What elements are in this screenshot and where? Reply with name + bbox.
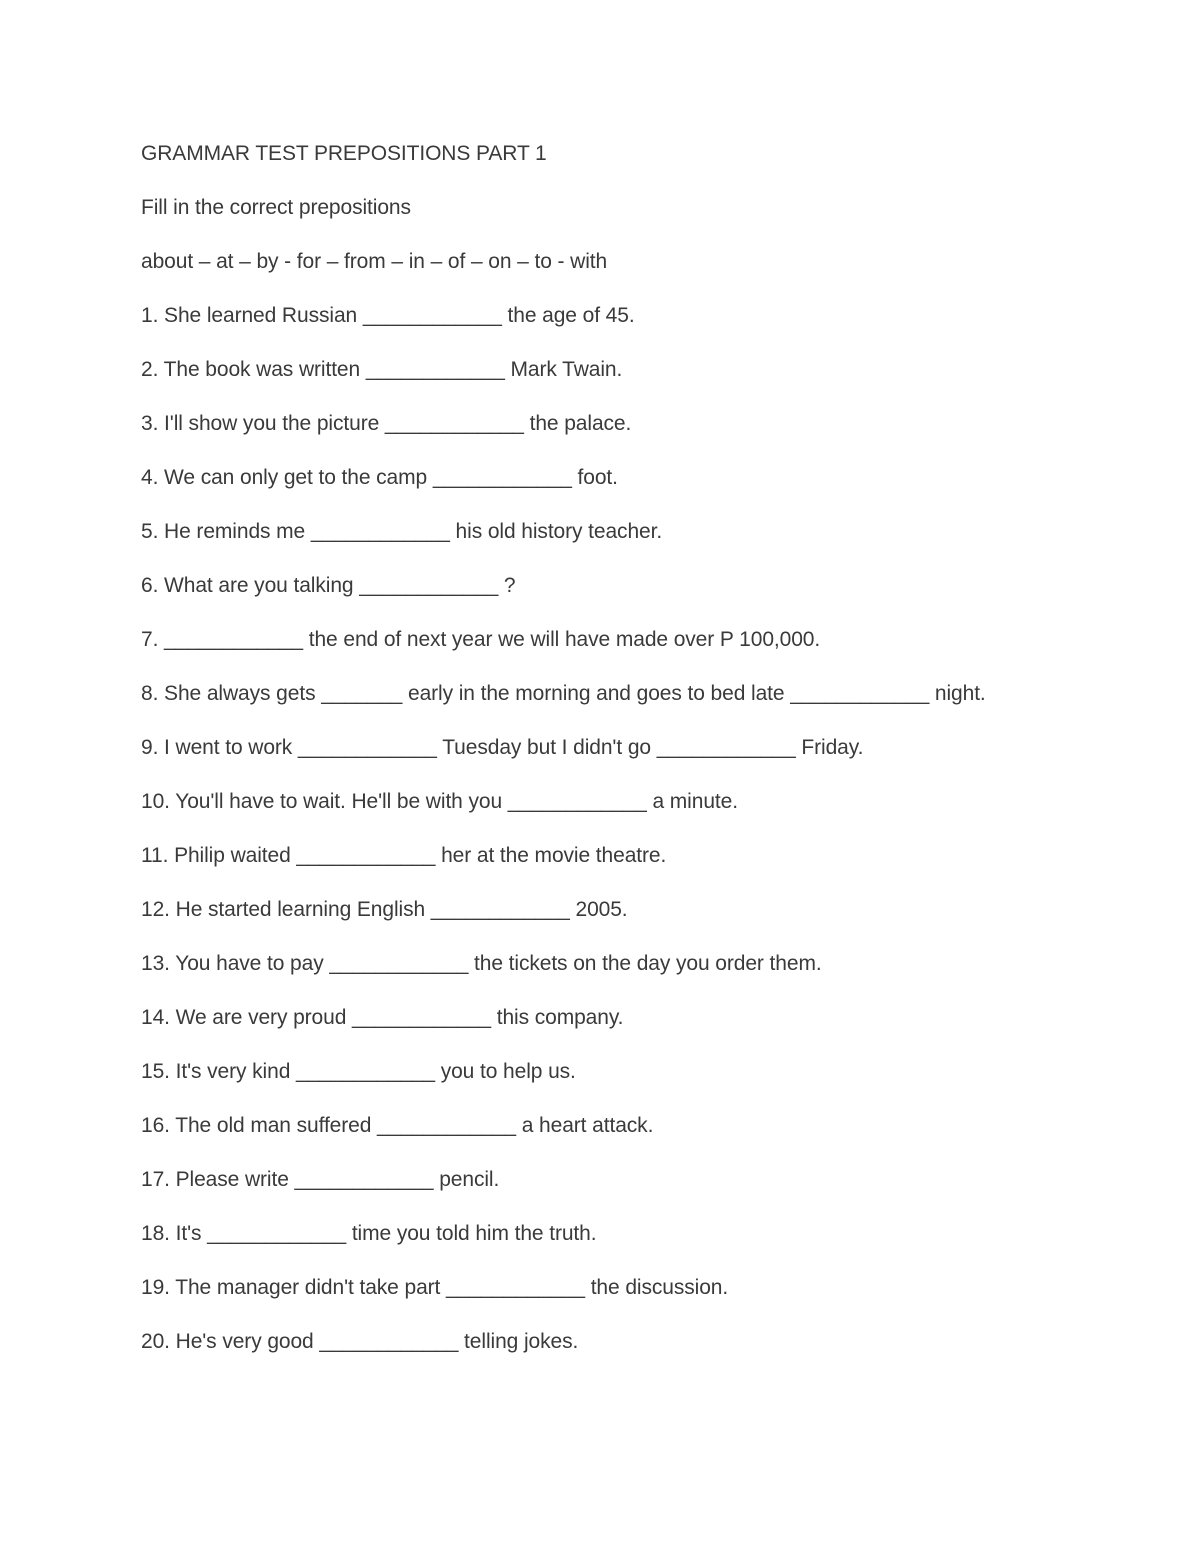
question-item: 16. The old man suffered ____________ a heart attack.	[141, 1114, 654, 1137]
question-item: 4. We can only get to the camp ____________ foot.	[141, 466, 618, 489]
question-item: 6. What are you talking ____________ ?	[141, 574, 516, 597]
question-item: 10. You'll have to wait. He'll be with you ____________ a minute.	[141, 790, 738, 813]
question-item: 9. I went to work ____________ Tuesday but I didn't go ____________ Friday.	[141, 736, 864, 759]
question-item: 12. He started learning English ____________ 2005.	[141, 898, 628, 921]
page-title: GRAMMAR TEST PREPOSITIONS PART 1	[141, 142, 547, 165]
word-bank: about – at – by - for – from – in – of – on – to - with	[141, 250, 608, 273]
question-item: 2. The book was written ____________ Mark Twain.	[141, 358, 623, 381]
question-item: 11. Philip waited ____________ her at the movie theatre.	[141, 844, 667, 867]
question-item: 19. The manager didn't take part ____________ the discussion.	[141, 1276, 729, 1299]
question-item: 15. It's very kind ____________ you to help us.	[141, 1060, 576, 1083]
question-list	[141, 302, 1041, 1355]
question-item: 7. ____________ the end of next year we will have made over P 100,000.	[141, 628, 821, 651]
question-item: 18. It's ____________ time you told him the truth.	[141, 1222, 597, 1245]
question-item: 17. Please write ____________ pencil.	[141, 1168, 500, 1191]
question-item: 8. She always gets _______ early in the morning and goes to bed late ____________ night.	[141, 682, 986, 705]
question-item: 3. I'll show you the picture ____________ the palace.	[141, 412, 632, 435]
question-item: 1. She learned Russian ____________ the age of 45.	[141, 304, 635, 327]
question-item: 14. We are very proud ____________ this company.	[141, 1006, 624, 1029]
instruction-text: Fill in the correct prepositions	[141, 196, 411, 219]
question-item: 20. He's very good ____________ telling jokes.	[141, 1330, 579, 1353]
question-item: 13. You have to pay ____________ the tickets on the day you order them.	[141, 952, 822, 975]
worksheet-content	[141, 140, 1041, 1382]
question-item: 5. He reminds me ____________ his old history teacher.	[141, 520, 663, 543]
